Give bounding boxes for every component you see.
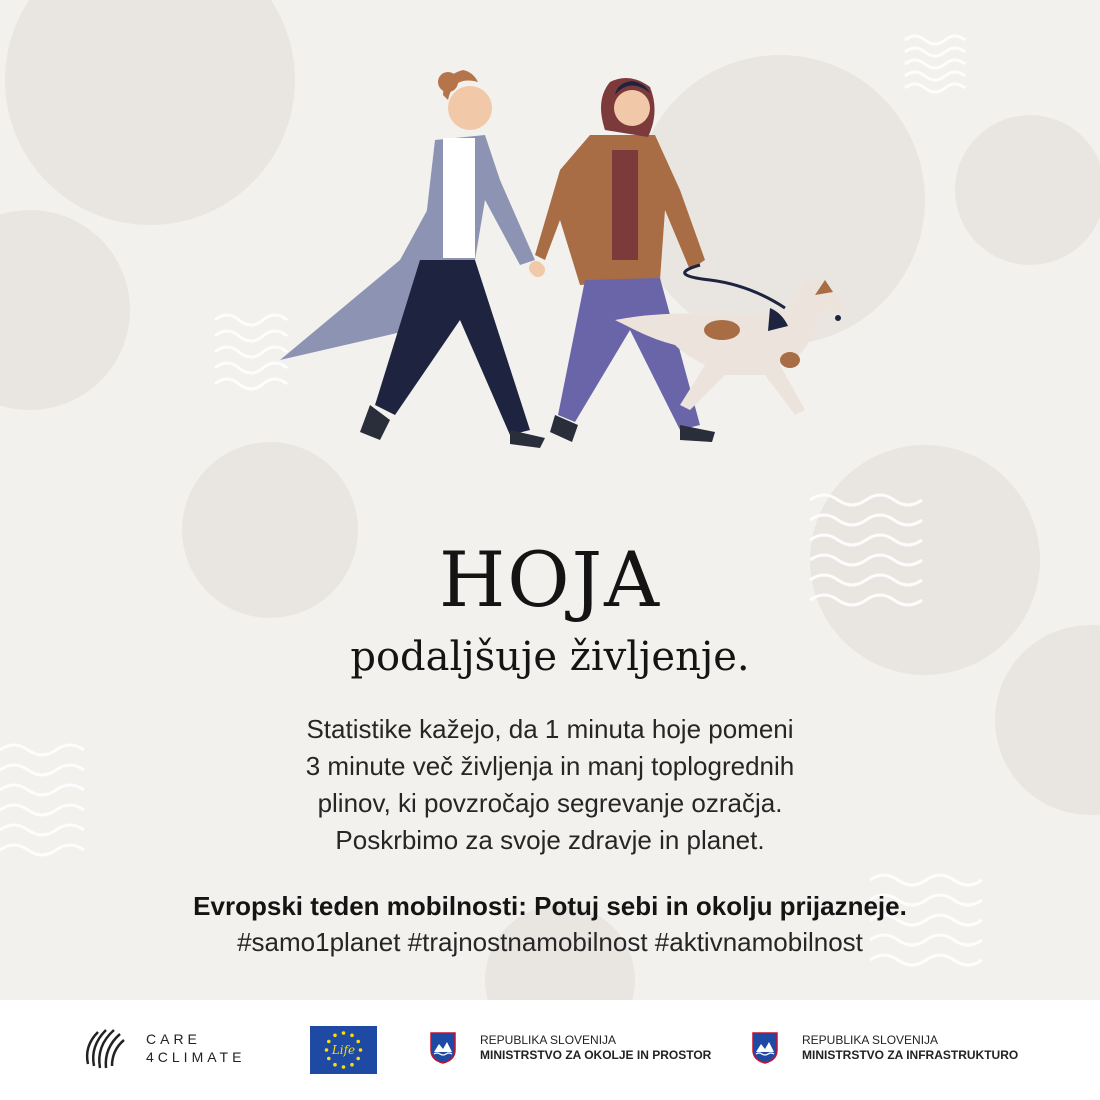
woman-figure xyxy=(280,70,545,448)
gov-country: REPUBLIKA SLOVENIJA xyxy=(802,1033,939,1047)
care4climate-line1: CARE xyxy=(146,1031,201,1047)
main-content xyxy=(0,535,1100,961)
headline-title: HOJA xyxy=(439,535,661,624)
leash xyxy=(685,265,785,308)
care4climate-logo xyxy=(80,1024,245,1072)
body-line: Statistike kažejo, da 1 minuta hoje pomeni xyxy=(306,714,794,744)
body-paragraph xyxy=(0,711,1100,859)
care4climate-wordmark xyxy=(146,1030,245,1066)
headline-subtitle: podaljšuje življenje. xyxy=(350,634,750,680)
eu-life-logo xyxy=(310,1026,377,1074)
body-line: 3 minute več življenja in manj toplogrednih xyxy=(305,751,795,781)
footer-logos xyxy=(0,1000,1100,1100)
couple-walking-dog-illustration xyxy=(260,60,880,460)
ministry-environment-text xyxy=(480,1033,711,1063)
ministry-infrastructure-logo xyxy=(752,1032,1018,1064)
hashtags: #samo1planet #trajnostnamobilnost #aktivnamobilnost xyxy=(237,927,863,957)
ministry-environment-logo xyxy=(430,1032,711,1064)
slovenia-coat-of-arms-icon xyxy=(430,1032,456,1064)
gov-ministry: MINISTRSTVO ZA OKOLJE IN PROSTOR xyxy=(480,1048,712,1062)
slovenia-coat-of-arms-icon xyxy=(752,1032,778,1064)
ministry-infrastructure-text xyxy=(802,1033,1018,1063)
man-figure xyxy=(531,78,715,442)
care4climate-line2: 4CLIMATE xyxy=(146,1049,246,1065)
body-line: plinov, ki povzročajo segrevanje ozračja. xyxy=(317,788,783,818)
gov-country: REPUBLIKA SLOVENIJA xyxy=(480,1033,617,1047)
gov-ministry: MINISTRSTVO ZA INFRASTRUKTURO xyxy=(802,1048,1019,1062)
campaign-slogan: Evropski teden mobilnosti: Potuj sebi in okolju prijazneje. xyxy=(193,891,907,921)
wave-pattern-topright xyxy=(905,36,965,92)
body-line: Poskrbimo za svoje zdravje in planet. xyxy=(335,825,765,855)
care4climate-icon xyxy=(80,1024,128,1072)
eu-life-text: Life xyxy=(331,1043,356,1057)
